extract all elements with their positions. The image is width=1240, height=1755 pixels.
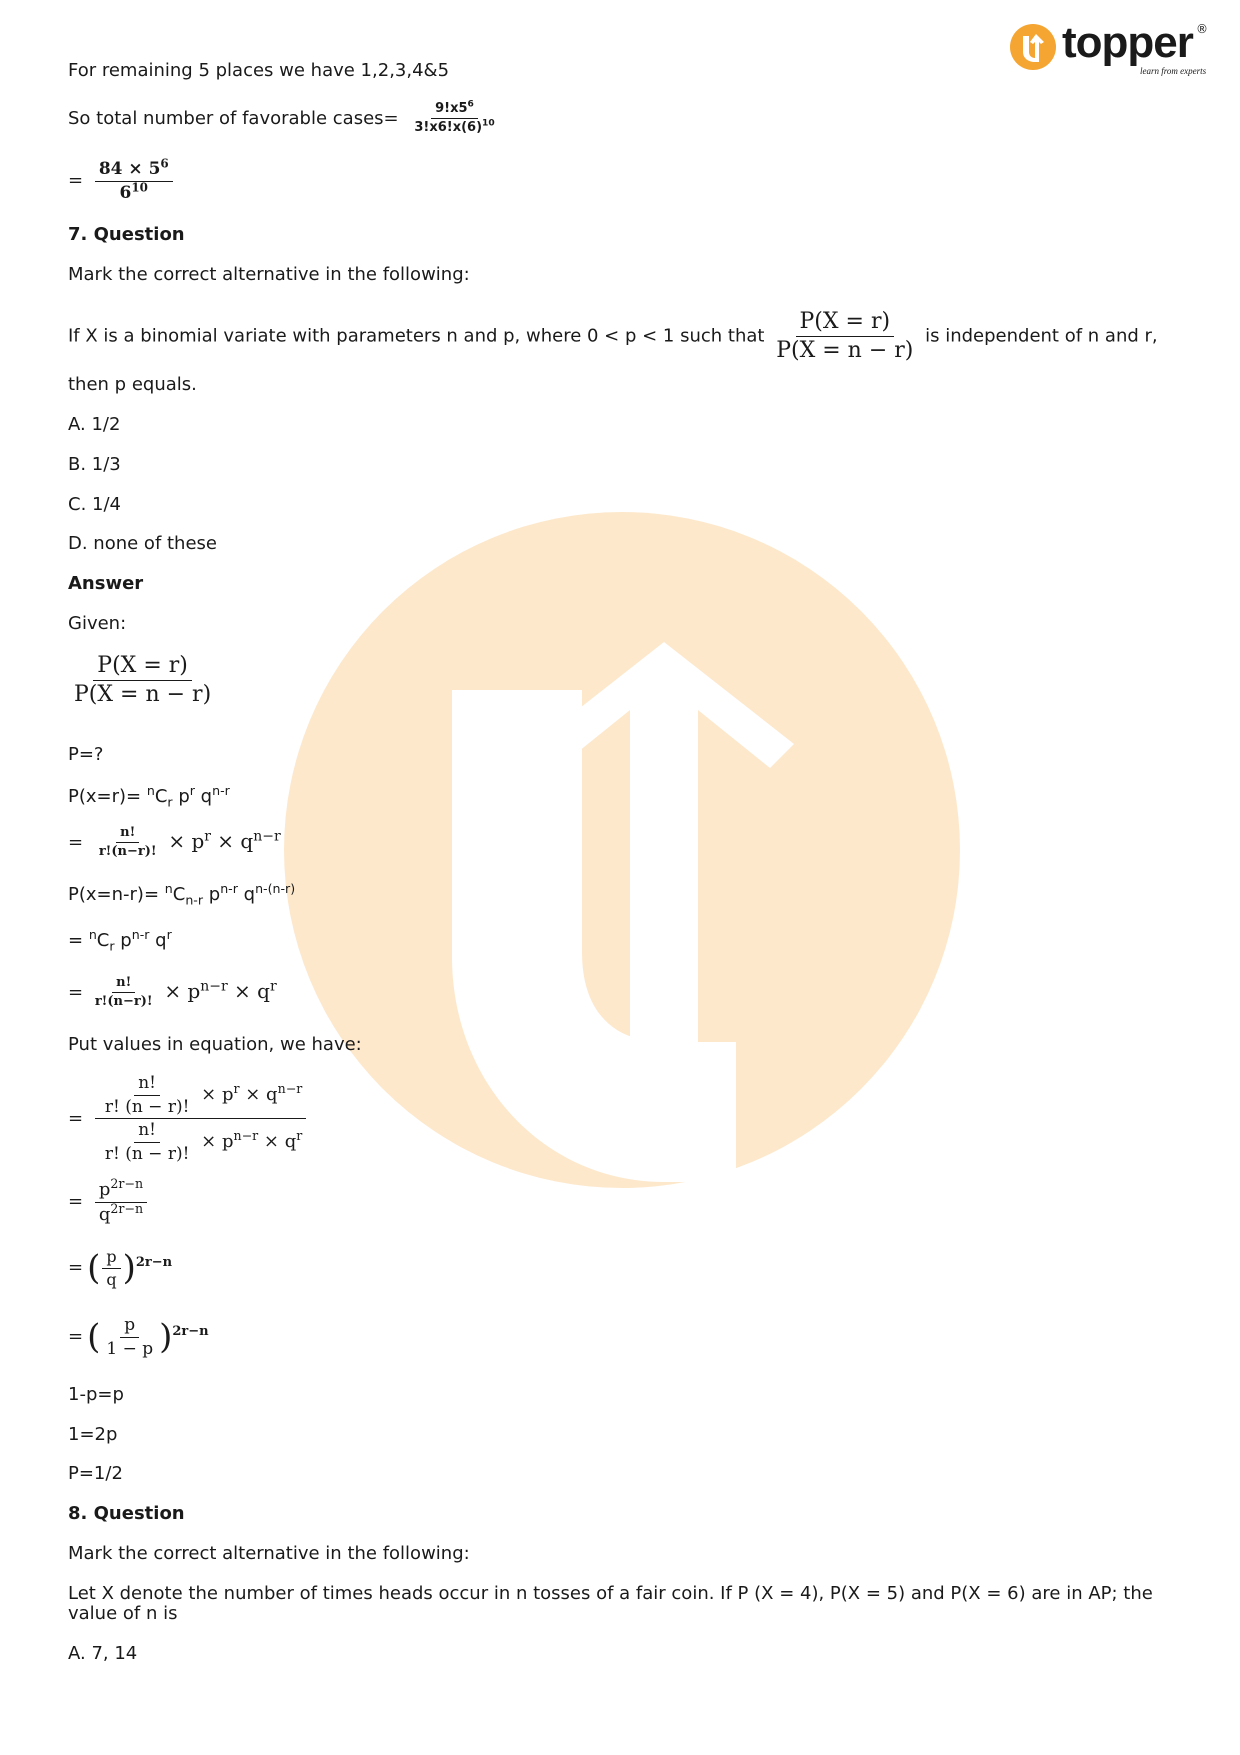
exponent: 10 bbox=[131, 180, 148, 195]
question-stem-cont: value of n is bbox=[68, 1603, 178, 1624]
fraction-numerator: 84 × 5 bbox=[98, 159, 161, 179]
favorable-cases-line: So total number of favorable cases= $\frac{9!x5^6}{3!x6!x(6)^{10}}$ bbox=[68, 102, 501, 136]
given-label: Given: bbox=[68, 613, 127, 634]
power-ratio: = $\frac{p^{2r-n}}{q^{2r-n}}$ bbox=[68, 1180, 149, 1225]
watermark-logo bbox=[284, 512, 960, 1188]
logo-tagline: learn from experts bbox=[1140, 66, 1207, 76]
power-paren-p: = ( $\frac{p}{1 - p}$ )$^{2r-n}$ bbox=[68, 1315, 209, 1359]
px-r-label: P(x=r)= bbox=[68, 786, 147, 807]
logo-wordmark: topper bbox=[1062, 18, 1193, 67]
favorable-cases-text: So total number of favorable cases bbox=[68, 107, 384, 129]
option-a: A. 1/2 bbox=[68, 414, 121, 435]
exponent: 6 bbox=[467, 99, 474, 110]
fraction-numerator: 9!x5 bbox=[435, 101, 468, 116]
stem-fraction bbox=[772, 310, 917, 363]
favorable-cases-fraction bbox=[410, 99, 498, 136]
result-fraction bbox=[95, 156, 173, 203]
solution-step: 1=2p bbox=[68, 1424, 118, 1445]
px-nr-simplified: = $^nC_r$ $p^{n-r}$ $q^r$ bbox=[68, 927, 172, 954]
px-nr-expansion: = $\frac{n!}{r!(n-r)!}$ × $p^{n-r} \times q^r$ bbox=[68, 975, 277, 1010]
given-fraction bbox=[70, 654, 215, 707]
fraction-denominator: P(X = n − r) bbox=[74, 682, 212, 708]
given-fraction-line bbox=[68, 654, 217, 707]
question-stem: Let X denote the number of times heads occur in n tosses of a fair coin. If P (X = 4), P(X = 5) and P(X = 6) are in AP; the bbox=[68, 1583, 1153, 1604]
question-stem bbox=[68, 310, 1158, 363]
power-paren: = ( $\frac{p}{q}$ )$^{2r-n}$ bbox=[68, 1247, 173, 1289]
text-line: For remaining 5 places we have 1,2,3,4&5 bbox=[68, 60, 450, 81]
result-line: = $\frac{84 \times 5^6}{6^{10}}$ bbox=[68, 160, 175, 202]
solution-step: P=1/2 bbox=[68, 1463, 123, 1484]
brand-logo bbox=[1010, 20, 1210, 82]
answer-heading: Answer bbox=[68, 573, 144, 594]
fraction-denominator: P(X = n − r) bbox=[776, 338, 914, 364]
option-b: B. 1/3 bbox=[68, 454, 121, 475]
px-r-expansion: = $\frac{n!}{r!(n-r)!}$ × $p^r \times q^{n-r}$ bbox=[68, 825, 281, 860]
option-c: C. 1/4 bbox=[68, 494, 121, 515]
binomial-fraction: $\frac{n!}{r!(n-r)!}$ bbox=[98, 825, 157, 860]
option-d: D. none of these bbox=[68, 533, 217, 554]
p-question: P=? bbox=[68, 744, 104, 765]
px-nr-label: P(x=n-r)= bbox=[68, 884, 165, 905]
stem-text: If X is a binomial variate with parameters n and p, where 0 < p < 1 such that bbox=[68, 325, 765, 347]
power-fraction: $\frac{p^{2r-n}}{q^{2r-n}}$ bbox=[95, 1180, 147, 1225]
exponent: 6 bbox=[160, 156, 169, 171]
fraction-numerator: P(X = r) bbox=[93, 654, 192, 681]
px-nr-line: $P(x=n-r)= ^nC_{n-r}$ $p^{n-r}$ $q^{n-(n-r)}$ bbox=[68, 881, 296, 908]
question-title: 7. Question bbox=[68, 224, 185, 245]
fraction-denominator: 3!x6!x(6) bbox=[414, 120, 483, 136]
binomial-fraction: $\frac{n!}{r!(n-r)!}$ bbox=[94, 975, 153, 1010]
fraction-denominator: 6 bbox=[119, 182, 132, 203]
question-title: 8. Question bbox=[68, 1503, 185, 1524]
logo-mark-icon bbox=[1010, 24, 1056, 70]
logo-registered: ® bbox=[1196, 22, 1208, 36]
option-a: A. 7, 14 bbox=[68, 1643, 138, 1664]
question-stem-cont: then p equals. bbox=[68, 374, 197, 395]
question-instruction: Mark the correct alternative in the following: bbox=[68, 1543, 470, 1564]
put-values-text: Put values in equation, we have: bbox=[68, 1034, 362, 1055]
ratio-fraction: $\frac{n!}{r! (n - r)!}$ × $p^r \times q^{n-r}$ $\frac{n!}{r! (n - r)!}$ × $p^{n-r} \times q^r$ bbox=[95, 1074, 306, 1164]
px-r-line: $P(x=r)= ^nC_r$ $p^r$ $q^{n-r}$ bbox=[68, 783, 230, 810]
fraction-numerator: P(X = r) bbox=[796, 310, 895, 337]
exponent: 10 bbox=[482, 118, 495, 129]
question-instruction: Mark the correct alternative in the following: bbox=[68, 264, 470, 285]
solution-step: 1-p=p bbox=[68, 1384, 124, 1405]
stem-text: is independent of n and r, bbox=[925, 325, 1158, 347]
ratio-expression: = $\frac{n!}{r! (n - r)!}$ × $p^r \times q^{n-r}$ $\frac{n!}{r! (n - r)!}$ × $p^{n-r} \times q^r$ bbox=[68, 1074, 308, 1164]
